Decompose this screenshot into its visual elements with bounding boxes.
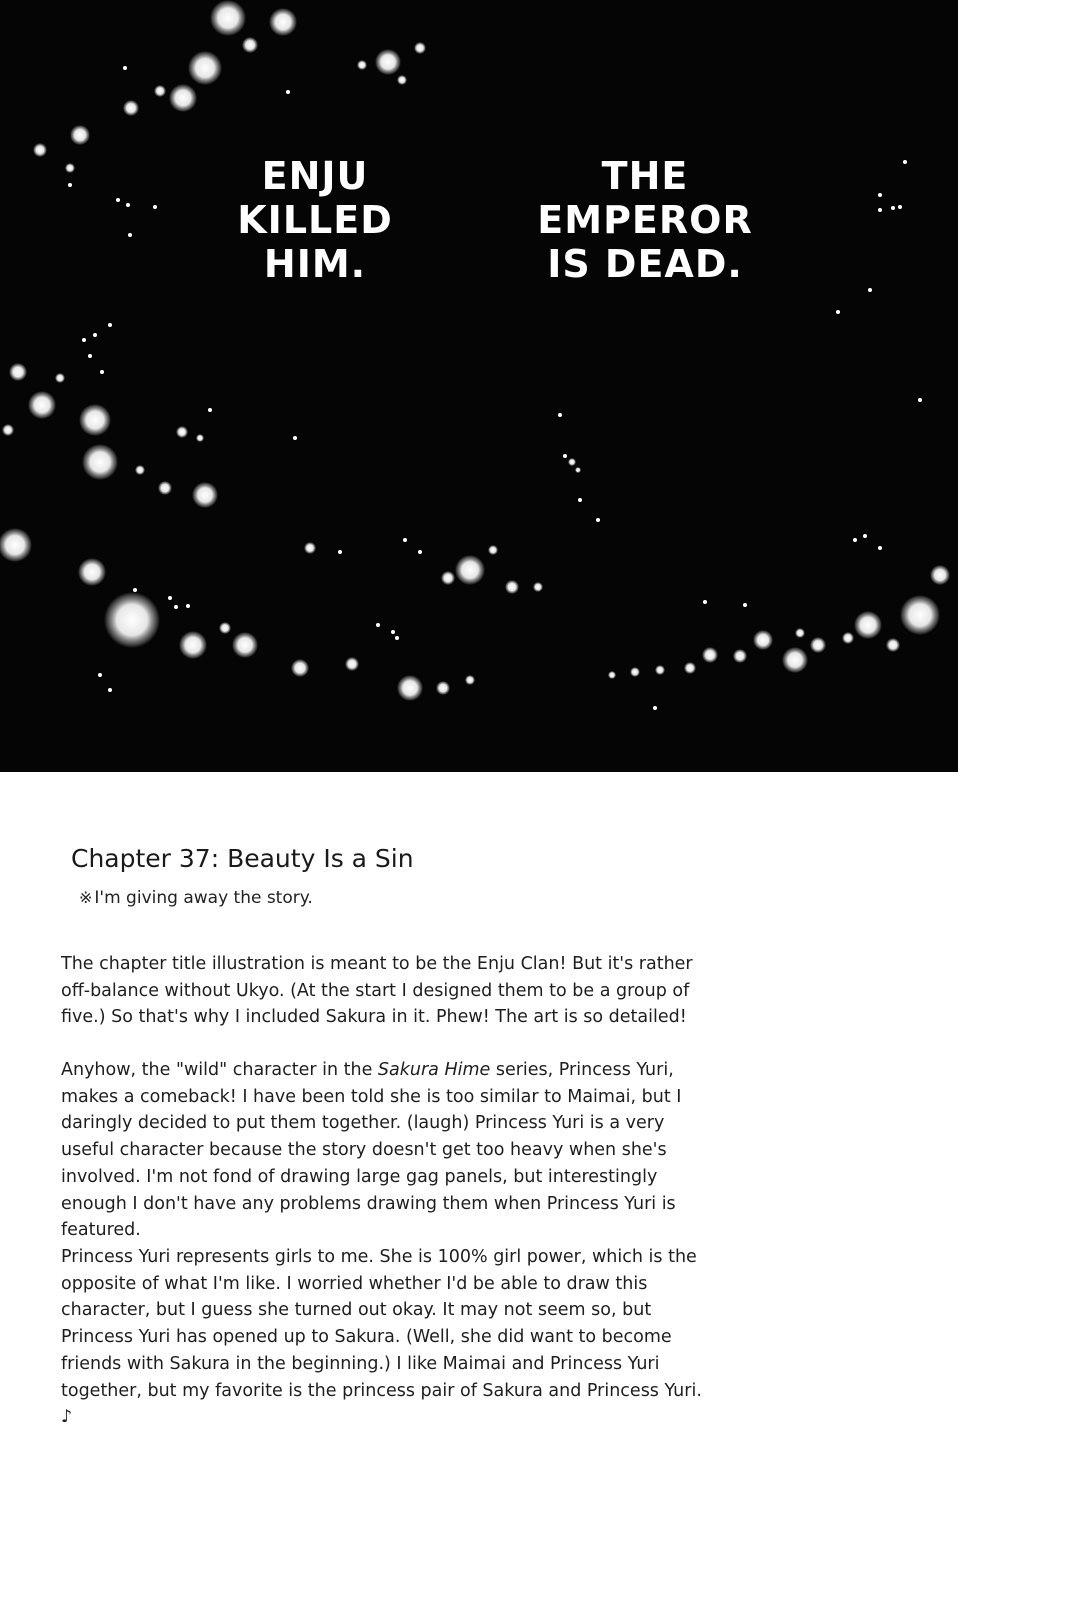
star-dot (853, 538, 857, 542)
sparkle (304, 542, 316, 554)
star-dot (133, 588, 137, 592)
sparkle (291, 659, 309, 677)
star-dot (126, 203, 130, 207)
star-dot (286, 90, 290, 94)
star-dot (82, 338, 86, 342)
star-dot (878, 208, 882, 212)
star-dot (100, 370, 104, 374)
sparkle (65, 163, 75, 173)
star-dot (123, 66, 127, 70)
star-dot (208, 408, 212, 412)
sparkle (568, 458, 576, 466)
star-dot (108, 688, 112, 692)
sparkle (886, 638, 900, 652)
sparkle (455, 555, 485, 585)
sparkle (2, 424, 14, 436)
star-dot (395, 636, 399, 640)
sparkle (733, 649, 747, 663)
star-dot (293, 436, 297, 440)
sparkle (123, 100, 139, 116)
star-dot (836, 310, 840, 314)
sparkle (655, 665, 665, 675)
star-dot (98, 673, 102, 677)
star-dot (578, 498, 582, 502)
star-dot (391, 630, 395, 634)
sparkle (436, 681, 450, 695)
sparkle (232, 632, 258, 658)
paragraph-2-after: series, Princess Yuri, makes a comeback! I have been told she is too similar to Maimai, but I daringly decided to put them together. (laugh) Princess Yuri is a very useful character because the story doesn't get too heavy when she's involved. I'm not fond of drawing large gag panels, but interestingly enough I don't have any problems drawing them when Princess Yuri is featured. (61, 1060, 682, 1241)
sparkle (135, 465, 145, 475)
sparkle (345, 657, 359, 671)
sparkle (810, 637, 826, 653)
sparkle (630, 667, 640, 677)
sparkle (488, 545, 498, 555)
sparkle (70, 125, 90, 145)
sparkle (375, 49, 401, 75)
author-note-paragraph-3 (61, 1244, 711, 1431)
sparkle (82, 444, 118, 480)
star-dot (878, 546, 882, 550)
star-dot (863, 534, 867, 538)
star-dot (868, 288, 872, 292)
sparkle (505, 580, 519, 594)
series-title: Sakura Hime (377, 1060, 491, 1080)
sparkle (33, 143, 47, 157)
star-dot (68, 183, 72, 187)
sparkle (9, 363, 27, 381)
sparkle (55, 373, 65, 383)
star-dot (116, 198, 120, 202)
sparkle (179, 631, 207, 659)
sparkle (357, 60, 367, 70)
reference-mark-icon: ※ (79, 888, 93, 907)
star-dot (743, 603, 747, 607)
star-dot (898, 205, 902, 209)
caption-emperor-is-dead: THE EMPEROR IS DEAD. (537, 154, 753, 286)
star-dot (891, 206, 895, 210)
star-dot (186, 604, 190, 608)
sparkle (575, 467, 581, 473)
star-dot (903, 160, 907, 164)
sparkle (842, 632, 854, 644)
spoiler-note (79, 888, 313, 908)
sparkle (104, 592, 160, 648)
star-dot (563, 454, 567, 458)
star-dot (918, 398, 922, 402)
music-note-icon: ♪ (61, 1407, 73, 1428)
star-dot (168, 596, 172, 600)
sparkle (753, 630, 773, 650)
star-dot (418, 550, 422, 554)
sparkle-field (0, 0, 958, 772)
chapter-title: Chapter 37: Beauty Is a Sin (71, 844, 414, 873)
sparkle (795, 628, 805, 638)
sparkle (684, 662, 696, 674)
star-dot (653, 706, 657, 710)
star-dot (93, 333, 97, 337)
sparkle (533, 582, 543, 592)
sparkle (78, 558, 106, 586)
sparkle (397, 75, 407, 85)
star-dot (108, 323, 112, 327)
sparkle (188, 51, 222, 85)
sparkle (397, 675, 423, 701)
sparkle (219, 622, 231, 634)
sparkle (79, 404, 111, 436)
sparkle (414, 42, 426, 54)
sparkle (854, 611, 882, 639)
sparkle (0, 528, 32, 562)
sparkle (242, 37, 258, 53)
star-dot (174, 605, 178, 609)
star-dot (128, 233, 132, 237)
sparkle (192, 482, 218, 508)
sparkle (196, 434, 204, 442)
sparkle (782, 647, 808, 673)
author-note-paragraph-2 (61, 1057, 711, 1244)
sparkle (900, 595, 940, 635)
star-dot (338, 550, 342, 554)
star-dot (403, 538, 407, 542)
star-dot (558, 413, 562, 417)
sparkle (154, 85, 166, 97)
sparkle (176, 426, 188, 438)
sparkle (608, 671, 616, 679)
star-dot (596, 518, 600, 522)
sparkle (169, 84, 197, 112)
spoiler-text: I'm giving away the story. (94, 888, 313, 908)
manga-panel (0, 0, 958, 772)
star-dot (878, 193, 882, 197)
sparkle (269, 8, 297, 36)
sparkle (210, 0, 246, 36)
star-dot (376, 623, 380, 627)
paragraph-2-before: Anyhow, the "wild" character in the (61, 1060, 378, 1080)
star-dot (703, 600, 707, 604)
sparkle (702, 647, 718, 663)
sparkle (441, 571, 455, 585)
caption-enju-killed-him: ENJU KILLED HIM. (237, 154, 393, 286)
sparkle (28, 391, 56, 419)
star-dot (153, 205, 157, 209)
sparkle (930, 565, 950, 585)
sparkle (158, 481, 172, 495)
author-note-paragraph-1: The chapter title illustration is meant to be the Enju Clan! But it's rather off-balance without Ukyo. (At the start I designed them to be a group of five.) So that's why I included Sakura in it. Phew! The art is so detailed! (61, 954, 693, 1028)
sparkle (465, 675, 475, 685)
star-dot (88, 354, 92, 358)
paragraph-3-text: Princess Yuri represents girls to me. She is 100% girl power, which is the opposite of what I'm like. I worried whether I'd be able to draw this character, but I guess she turned out okay. It may not seem so, but Princess Yuri has opened up to Sakura. (Well, she did want to become friends with Sakura in the beginning.) I like Maimai and Princess Yuri together, but my favorite is the princess pair of Sakura and Princess Yuri. (61, 1247, 702, 1401)
